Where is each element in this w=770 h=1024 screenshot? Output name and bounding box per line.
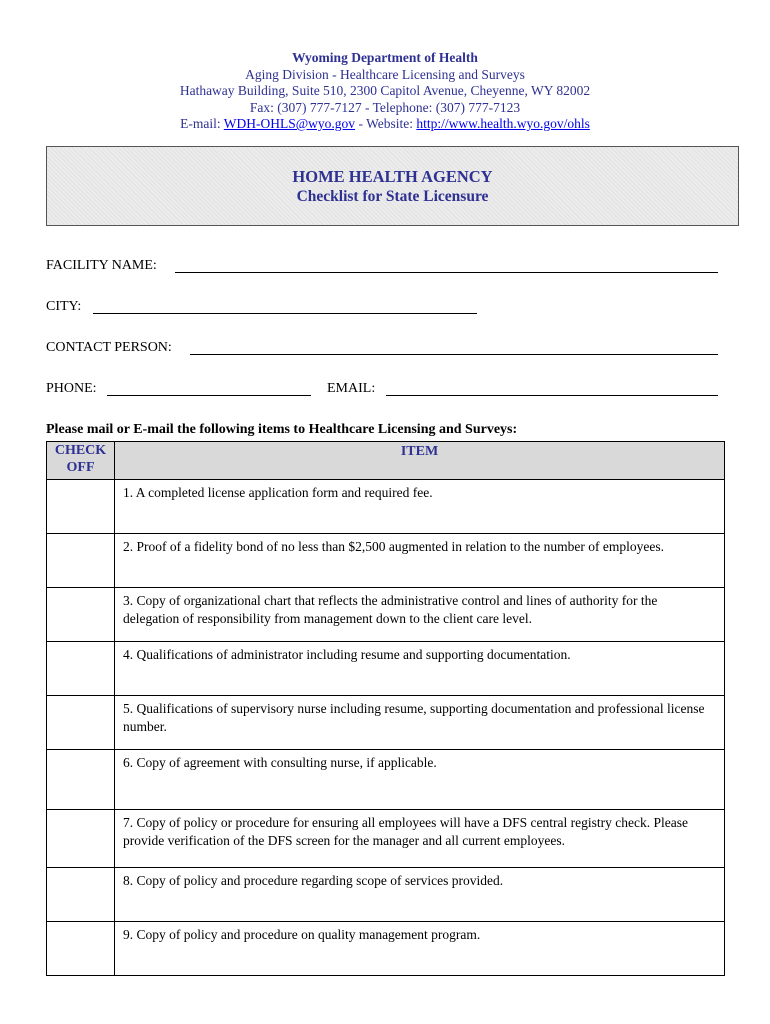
item-text: 1. A completed license application form and required fee. — [115, 480, 725, 534]
item-text: 3. Copy of organizational chart that reflects the administrative control and lines of authority for the delegation of responsibility from management down to the client care level. — [115, 588, 725, 642]
table-row — [47, 696, 725, 750]
check-box[interactable] — [47, 922, 115, 976]
form-title: HOME HEALTH AGENCY — [292, 167, 493, 186]
letterhead — [0, 50, 770, 133]
facility-name-label: FACILITY NAME: — [46, 258, 157, 273]
table-row — [47, 588, 725, 642]
item-text: 2. Proof of a fidelity bond of no less than $2,500 augmented in relation to the number of employees. — [115, 534, 725, 588]
org-name: Wyoming Department of Health — [292, 50, 478, 65]
website-link[interactable]: http://www.health.wyo.gov/ohls — [416, 116, 590, 131]
contact-person-field[interactable] — [190, 354, 718, 355]
city-label: CITY: — [46, 299, 82, 314]
website-prefix: - Website: — [355, 116, 417, 131]
contact-line — [0, 116, 770, 133]
check-box[interactable] — [47, 588, 115, 642]
phone-field[interactable] — [107, 395, 311, 396]
email-prefix: E-mail: — [180, 116, 224, 131]
phone-line: Fax: (307) 777-7127 - Telephone: (307) 777-7123 — [249, 99, 521, 115]
checklist-table — [46, 441, 725, 976]
table-row — [47, 868, 725, 922]
city-field[interactable] — [93, 313, 477, 314]
check-box[interactable] — [47, 696, 115, 750]
contact-person-label: CONTACT PERSON: — [46, 340, 172, 355]
email-link[interactable]: WDH-OHLS@wyo.gov — [223, 116, 356, 131]
item-text: 8. Copy of policy and procedure regarding scope of services provided. — [115, 868, 725, 922]
check-box[interactable] — [47, 534, 115, 588]
table-header-row — [47, 442, 725, 480]
phone-label: PHONE: — [46, 381, 97, 396]
table-row — [47, 810, 725, 868]
check-box[interactable] — [47, 810, 115, 868]
check-box[interactable] — [47, 642, 115, 696]
address: Hathaway Building, Suite 510, 2300 Capitol Avenue, Cheyenne, WY 82002 — [179, 83, 591, 98]
table-row — [47, 750, 725, 810]
table-row — [47, 534, 725, 588]
table-row — [47, 642, 725, 696]
table-row — [47, 922, 725, 976]
instructions: Please mail or E-mail the following items to Healthcare Licensing and Surveys: — [46, 422, 518, 437]
item-text: 7. Copy of policy or procedure for ensuring all employees will have a DFS central registry check. Please provide verification of the DFS screen for the manager and all current employees. — [115, 810, 725, 868]
check-box[interactable] — [47, 868, 115, 922]
item-text: 9. Copy of policy and procedure on quality management program. — [115, 922, 725, 976]
check-box[interactable] — [47, 480, 115, 534]
division: Aging Division - Healthcare Licensing and Surveys — [245, 66, 525, 82]
item-text: 5. Qualifications of supervisory nurse including resume, supporting documentation and professional license number. — [115, 696, 725, 750]
title-box — [46, 146, 739, 226]
email-label: EMAIL: — [327, 381, 376, 396]
table-row — [47, 480, 725, 534]
facility-name-field[interactable] — [175, 272, 718, 273]
form-subtitle: Checklist for State Licensure — [296, 188, 489, 205]
item-text: 6. Copy of agreement with consulting nurse, if applicable. — [115, 750, 725, 810]
item-header: ITEM — [115, 442, 725, 480]
email-field[interactable] — [386, 395, 718, 396]
check-box[interactable] — [47, 750, 115, 810]
check-off-header: CHECK OFF — [47, 442, 115, 480]
item-text: 4. Qualifications of administrator including resume and supporting documentation. — [115, 642, 725, 696]
